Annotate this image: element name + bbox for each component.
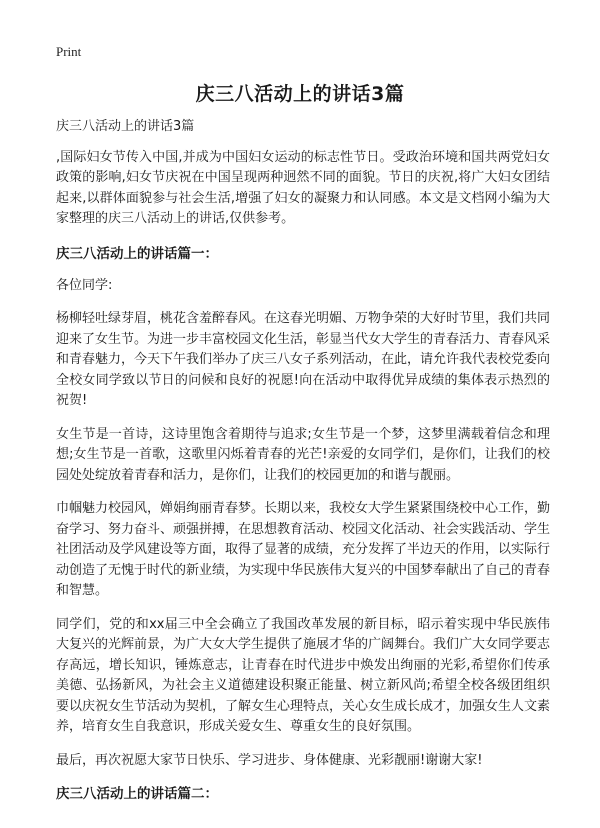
body-paragraph: 巾帼魅力校园风，婵娟绚丽青春梦。长期以来，我校女大学生紧紧围绕校中心工作，勤奋学习、努力奋斗、顽强拼搏，在思想教育活动、校园文化活动、社会实践活动、学生社团活动及学风建设等方面，取得了显著的成绩，充分发挥了半边天的作用，以实际行动创造了无愧于时代的新业绩，为实现中华民族伟大复兴的中国梦奉献出了自己的青春和智慧。 (56, 501, 551, 598)
body-paragraph: 同学们，党的和xx届三中全会确立了我国改革发展的新目标，昭示着实现中华民族伟大复兴的光辉前景，为广大女大学生提供了施展才华的广阔舞台。我们广大女同学要志存高远，增长知识，锤炼意志，让青春在时代进步中焕发出绚丽的光彩,希望你们传承美德、弘扬新风，为社会主义道德建设积聚正能量、树立新风尚;希望全校各级团组织要以庆祝女生节活动为契机，了解女生心理特点，关心女生成长成才，加强女生人文素养，培育女生自我意识，形成关爱女生、尊重女生的良好氛围。 (56, 616, 551, 734)
section-heading-1: 庆三八活动上的讲话篇一： (56, 245, 218, 262)
closing-paragraph: 最后，再次祝愿大家节日快乐、学习进步、身体健康、光彩靓丽!谢谢大家! (56, 752, 483, 768)
print-link[interactable]: Print (56, 44, 82, 59)
salutation-paragraph: 各位同学: (56, 277, 113, 293)
body-paragraph: 女生节是一首诗，这诗里饱含着期待与追求;女生节是一个梦，这梦里满载着信念和理想;女生节是一首歌，这歌里闪烁着青春的光芒!亲爱的女同学们，是你们，让我们的校园处处绽放着青春和活力，是你们，让我们的校园更加的和谐与靓丽。 (56, 426, 550, 483)
document-subtitle: 庆三八活动上的讲话3篇 (56, 119, 195, 134)
section-heading-2: 庆三八活动上的讲话篇二： (56, 786, 218, 802)
page-title: 庆三八活动上的讲话3篇 (195, 83, 405, 105)
document-body (56, 117, 550, 816)
body-paragraph: 杨柳轻吐绿芽眉，桃花含羞醉春风。在这春光明媚、万物争荣的大好时节里，我们共同迎来了女生节。为进一步丰富校园文化生活，彰显当代女大学生的青春活力、青春风采和青春魅力，今天下午我们举办了庆三八女子系列活动，在此，请允许我代表校党委向全校女同学致以节日的问候和良好的祝愿!向在活动中取得优异成绩的集体表示热烈的祝贺! (56, 311, 551, 408)
intro-paragraph: ,国际妇女节传入中国,并成为中国妇女运动的标志性节日。受政治环境和国共两党妇女政策的影响,妇女节庆祝在中国呈现两种迥然不同的面貌。节日的庆祝,将广大妇女团结起来,以群体面貌参与社会生活,增强了妇女的凝聚力和认同感。本文是文档网小编为大家整理的庆三八活动上的讲话,仅供参考。 (56, 149, 550, 226)
